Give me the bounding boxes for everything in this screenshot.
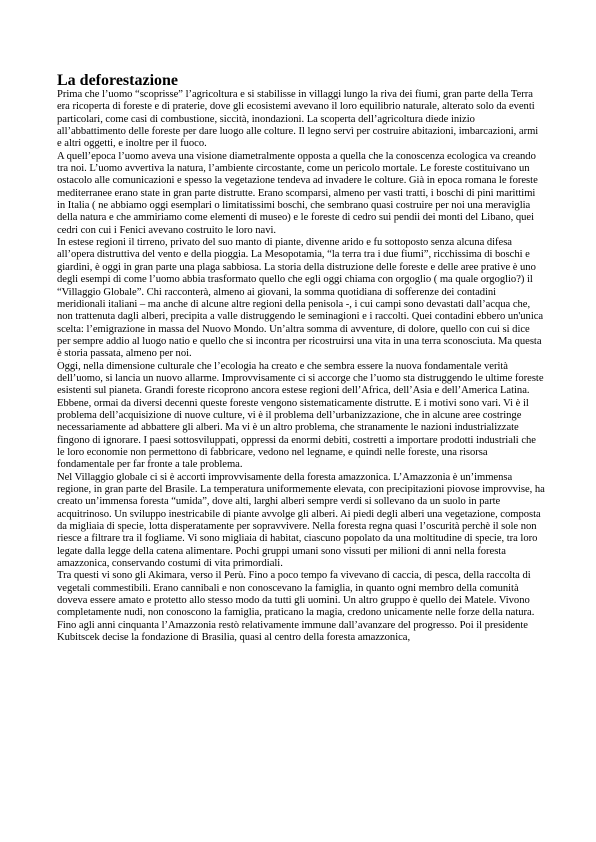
paragraph-6: Tra questi vi sono gli Akimara, verso il Perù. Fino a poco tempo fa vivevano di caccia, di pesca, della raccolta di vegetali commestibili. Erano cannibali e non conoscevano la famiglia, in quanto ogni membro della comunità doveva essere amato e protetto allo stesso modo da tutti gli uomini. Un altro gruppo è quello dei Matele. Vivono completamente nudi, non conoscono la famiglia, praticano la magia, credono unicamente nelle forze della natura. <box>57 570 535 619</box>
paragraph-2: A quell’epoca l’uomo aveva una visione diametralmente opposta a quella che la conoscenza ecologica va creando tra noi. L’uomo avvertiva la natura, l’ambiente circostante, come un pericolo mortale. Le foreste costituivano un ostacolo alle comunicazioni e spesso la vegetazione tendeva ad invadere le colture. Già in epoca romana le foreste mediterranee erano state in gran parte distrutte. Erano scomparsi, almeno per vasti tratti, i boschi di pini marittimi in Italia ( ne abbiamo oggi esemplari o limitatissimi boschi, che sembrano quasi costruire per noi una meraviglia della natura e che ammiriamo come elementi di museo) e le foreste di cedro sui pendii dei monti del Libano, quei cedri con cui i Fenici avevano costruito le loro navi. <box>57 150 538 236</box>
paragraph-7: Fino agli anni cinquanta l’Amazzonia restò relativamente immune dall’avanzare del progresso. Poi il presidente Kubitscek decise la fondazione di Brasilia, quasi al centro della foresta amazzonica, <box>57 619 528 644</box>
paragraph-1: Prima che l’uomo “scoprisse” l’agricoltura e si stabilisse in villaggi lungo la riva dei fiumi, gran parte della Terra era ricoperta di foreste e di praterie, dove gli ecosistemi avevano il loro equilibrio naturale, alterato solo da eventi particolari, come casi di combustione, siccità, inondazioni. La scoperta dell’agricoltura diede inizio all’abbattimento delle foreste per dare luogo alle colture. Il legno servì per costruire abitazioni, imbarcazioni, armi e altri oggetti, e inoltre per il fuoco. <box>57 89 539 150</box>
paragraph-3: In estese regioni il tirreno, privato del suo manto di piante, divenne arido e fu sottoposto senza alcuna difesa all’opera distruttiva del vento e della pioggia. La Mesopotamia, “la terra tra i due fiumi”, ricchissima di boschi e giardini, è oggi in gran parte una plaga sabbiosa. La storia della distruzione delle foreste e delle aree prative è uno degli esempi di come l’uomo abbia trasformato quello che egli oggi chiama con orgoglio ( ma quale orgoglio?) il “Villaggio Globale”. Chi racconterà, almeno ai giovani, la somma quotidiana di sofferenze dei contadini meridionali italiani – ma anche di alcune altre regioni della penisola -, i cui campi sono devastati dall’acqua che, non trattenuta dagli alberi, precipita a valle distruggendo le seminagioni e i raccolti. Quei contadini ebbero un'unica scelta: l’emigrazione in massa del Nuovo Mondo. Un’altra somma di avventure, di dolore, quello con cui si dice per sempre addio al luogo natio e quello che si incontra per ricostruirsi una vita in una terra sconosciuta. Ma questa è storia passata, almeno per noi. <box>57 237 544 360</box>
document-title: La deforestazione <box>57 72 179 89</box>
paragraph-4: Oggi, nella dimensione culturale che l’ecologia ha creato e che sembra essere la nuova fondamentale verità dell’uomo, si lancia un nuovo allarme. Improvvisamente ci si accorge che l’uomo sta distruggendo le ultime foreste esistenti sul pianeta. Grandi foreste ricoprono ancora estese regioni dell’Africa, dell’Asia e dell’America Latina. Ebbene, ormai da diversi decenni queste foreste vengono sistematicamente distrutte. E i motivi sono vari. Vi è il problema dell’acquisizione di nuove culture, vi è il problema dell’urbanizzazione, che in alcune aree costringe necessariamente ad abbattere gli alberi. Ma vi è un altro problema, che stranamente le nazioni industrializzate fingono di ignorare. I paesi sottosviluppati, oppressi da enormi debiti, costretti a importare prodotti industriali che le loro economie non permettono di fabbricare, vedono nel legname, e quindi nelle foreste, una risorsa fondamentale per far fronte a tale problema. <box>57 360 544 471</box>
document-body <box>57 72 545 644</box>
paragraph-5: Nel Villaggio globale ci si è accorti improvvisamente della foresta amazzonica. L’Amazzonia è un’immensa regione, in gran parte del Brasile. La temperatura uniformemente elevata, con precipitazioni piovose improvvise, ha creato un’immensa foresta “umida”, dove alti, larghi alberi sempre verdi si sollevano da un suolo in parte acquitrinoso. Un sviluppo inestricabile di piante avvolge gli alberi. Ai piedi degli alberi una vegetazione, composta da migliaia di specie, lotta disperatamente per sopravvivere. Nella foresta regna quasi l’oscurità perchè il sole non riesce a filtrare tra il fogliame. Vi sono migliaia di habitat, ciascuno popolato da una moltitudine di specie, tra loro legate dalla legge della catena alimentare. Pochi gruppi umani sono vissuti per milioni di anni nella foresta amazzonica, conservando costumi di vita primordiali. <box>57 471 545 570</box>
